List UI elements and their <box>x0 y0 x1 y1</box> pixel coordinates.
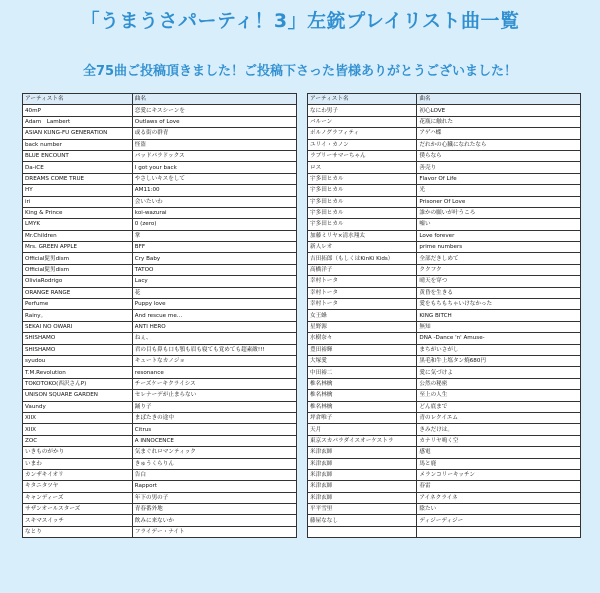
song-cell: koi-wazurai <box>132 207 296 218</box>
table-row <box>308 492 581 503</box>
artist-cell: 平平雪里 <box>308 504 417 515</box>
artist-cell: SHISHAMO <box>23 333 133 344</box>
song-cell: DNA -Dance 'n' Amuse- <box>417 333 581 344</box>
table-row <box>23 299 297 310</box>
song-cell: 黒毛和牛上塩タン焼680円 <box>417 355 581 366</box>
table-row <box>23 150 297 161</box>
song-cell: 掌 <box>132 230 296 241</box>
table-row <box>23 230 297 241</box>
table-row <box>308 150 581 161</box>
song-cell: And rescue me… <box>132 310 296 321</box>
song-cell: 青のレクイエム <box>417 412 581 423</box>
artist-cell: 加藤ミリヤ×清水翔太 <box>308 230 417 241</box>
song-cell: Rapport <box>132 481 296 492</box>
artist-cell: ラブリーサマーちゃん <box>308 150 417 161</box>
artist-cell: 豊田裕輝 <box>308 344 417 355</box>
playlist-table-left <box>22 93 297 538</box>
song-cell: ANTI HERO <box>132 321 296 332</box>
table-row <box>23 196 297 207</box>
artist-cell: 星野源 <box>308 321 417 332</box>
song-cell: 至上の人生 <box>417 390 581 401</box>
table-row <box>23 253 297 264</box>
artist-cell: 坪倉唯子 <box>308 412 417 423</box>
artist-cell: Adam Lambert <box>23 116 133 127</box>
artist-cell: なにわ男子 <box>308 105 417 116</box>
song-cell: 愛に気づけよ <box>417 367 581 378</box>
song-cell: まちがいさがし <box>417 344 581 355</box>
artist-cell: いきものがかり <box>23 447 133 458</box>
song-cell: Outlaws of Love <box>132 116 296 127</box>
table-row <box>308 242 581 253</box>
table-row <box>23 435 297 446</box>
song-cell: 黄昏を生きる <box>417 287 581 298</box>
artist-cell: ORANGE RANGE <box>23 287 133 298</box>
artist-cell: 宇多田ヒカル <box>308 196 417 207</box>
artist-cell: iri <box>23 196 133 207</box>
table-row <box>23 481 297 492</box>
table-row <box>23 287 297 298</box>
song-cell: 春雷 <box>417 481 581 492</box>
song-cell: 全部だきしめて <box>417 253 581 264</box>
table-row <box>308 390 581 401</box>
artist-cell: 中田裕二 <box>308 367 417 378</box>
artist-cell: Official髭男dism <box>23 264 133 275</box>
artist-cell: ユリイ・カノン <box>308 139 417 150</box>
song-cell: TATOO <box>132 264 296 275</box>
song-cell: フライデー・ナイト <box>132 526 296 537</box>
song-cell: バッドパラドックス <box>132 150 296 161</box>
song-cell: 怪盗 <box>132 139 296 150</box>
table-row <box>308 321 581 332</box>
table-row <box>23 412 297 423</box>
song-cell: 陰たい <box>417 504 581 515</box>
song-cell: 光 <box>417 185 581 196</box>
song-cell: やさしいキスをして <box>132 173 296 184</box>
artist-cell: Vaundy <box>23 401 133 412</box>
table-row <box>308 344 581 355</box>
song-cell: 気まぐれロマンティック <box>132 447 296 458</box>
table-row <box>23 264 297 275</box>
header-artist: アーティスト名 <box>308 94 417 105</box>
artist-cell: syudou <box>23 355 133 366</box>
song-cell <box>417 526 581 537</box>
song-cell: 花 <box>132 287 296 298</box>
table-row <box>308 367 581 378</box>
song-cell: A INNOCENCE <box>132 435 296 446</box>
artist-cell: 40mP <box>23 105 133 116</box>
artist-cell: なとり <box>23 526 133 537</box>
song-cell: 告白 <box>132 469 296 480</box>
table-row <box>23 424 297 435</box>
table-row <box>308 253 581 264</box>
artist-cell: 吉田拓郎（もしくはKinKi Kids） <box>308 253 417 264</box>
song-cell: 公然の秘密 <box>417 378 581 389</box>
table-row <box>23 128 297 139</box>
table-row <box>23 447 297 458</box>
song-cell: 誰かの願いが叶うころ <box>417 207 581 218</box>
song-cell: Cry Baby <box>132 253 296 264</box>
artist-cell: BLUE ENCOUNT <box>23 150 133 161</box>
table-row <box>308 207 581 218</box>
artist-cell: XIIX <box>23 424 133 435</box>
header-song: 曲名 <box>132 94 296 105</box>
artist-cell: 幸村トータ <box>308 276 417 287</box>
song-cell: resonance <box>132 367 296 378</box>
artist-cell: 幸村トータ <box>308 299 417 310</box>
page-subtitle: 全75曲ご投稿頂きました！ご投稿下さった皆様ありがとうございました！ <box>82 64 518 79</box>
artist-cell: XIIX <box>23 412 133 423</box>
song-cell: 0 (zero) <box>132 219 296 230</box>
song-cell: アイネクライネ <box>417 492 581 503</box>
song-cell: 君の目も鼻も口も顎も眉も寝ても覚めても超素敵!!! <box>132 344 296 355</box>
artist-cell: 米津玄師 <box>308 447 417 458</box>
artist-cell: back number <box>23 139 133 150</box>
artist-cell: カンザキイオリ <box>23 469 133 480</box>
artist-cell: ポルノグラフィティ <box>308 128 417 139</box>
artist-cell: T.M.Revolution <box>23 367 133 378</box>
table-row <box>23 321 297 332</box>
table-row <box>308 173 581 184</box>
table-row <box>308 185 581 196</box>
table-row <box>308 287 581 298</box>
table-row <box>23 458 297 469</box>
song-cell: 馬と鹿 <box>417 458 581 469</box>
table-row <box>308 139 581 150</box>
header-artist: アーティスト名 <box>23 94 133 105</box>
artist-cell: HY <box>23 185 133 196</box>
artist-cell: 新人レオ <box>308 242 417 253</box>
table-row <box>308 299 581 310</box>
artist-cell: バルーン <box>308 116 417 127</box>
song-cell: 青春番外地 <box>132 504 296 515</box>
artist-cell: 水樹奈々 <box>308 333 417 344</box>
artist-cell: 女王蜂 <box>308 310 417 321</box>
song-cell: 或る街の群青 <box>132 128 296 139</box>
song-cell: ねぇ、 <box>132 333 296 344</box>
artist-cell: キャンディーズ <box>23 492 133 503</box>
song-cell: だれかの心臓になれたなら <box>417 139 581 150</box>
table-row <box>308 458 581 469</box>
table-row <box>308 116 581 127</box>
table-row <box>23 390 297 401</box>
song-cell: どん底まで <box>417 401 581 412</box>
artist-cell <box>308 526 417 537</box>
table-row <box>308 424 581 435</box>
table-row <box>308 264 581 275</box>
table-row <box>308 504 581 515</box>
song-cell: prime numbers <box>417 242 581 253</box>
song-cell: 年下の男の子 <box>132 492 296 503</box>
song-cell: Prisoner Of Love <box>417 196 581 207</box>
artist-cell: SHISHAMO <box>23 344 133 355</box>
table-row <box>308 196 581 207</box>
table-row <box>23 344 297 355</box>
table-row <box>308 481 581 492</box>
song-cell: BFF <box>132 242 296 253</box>
song-cell: 飲みに来ないか <box>132 515 296 526</box>
artist-cell: Official髭男dism <box>23 253 133 264</box>
table-row <box>23 173 297 184</box>
table-row <box>308 515 581 526</box>
artist-cell: 天月 <box>308 424 417 435</box>
table-body-left <box>23 105 297 538</box>
artist-cell: ロス <box>308 162 417 173</box>
table-row <box>308 219 581 230</box>
artist-cell: Perfume <box>23 299 133 310</box>
song-cell: 善売り <box>417 162 581 173</box>
playlist-table-right <box>307 93 581 538</box>
table-row <box>308 447 581 458</box>
song-cell: チーズケーキクライシス <box>132 378 296 389</box>
artist-cell: SEKAI NO OWARI <box>23 321 133 332</box>
table-row <box>23 207 297 218</box>
table-row <box>308 355 581 366</box>
table-row <box>23 367 297 378</box>
table-row <box>308 276 581 287</box>
table-row <box>308 378 581 389</box>
song-cell: きゅうくらりん <box>132 458 296 469</box>
song-cell: 花瓶に触れた <box>417 116 581 127</box>
song-cell: ククフク <box>417 264 581 275</box>
table-row <box>308 526 581 537</box>
song-cell: まばたきの途中 <box>132 412 296 423</box>
table-row <box>23 105 297 116</box>
table-header-row <box>23 94 297 105</box>
artist-cell: キタニタツヤ <box>23 481 133 492</box>
table-row <box>308 333 581 344</box>
artist-cell: Da-iCE <box>23 162 133 173</box>
song-cell: Puppy love <box>132 299 296 310</box>
table-row <box>23 219 297 230</box>
artist-cell: King & Prince <box>23 207 133 218</box>
table-row <box>308 469 581 480</box>
artist-cell: DREAMS COME TRUE <box>23 173 133 184</box>
table-row <box>308 435 581 446</box>
song-cell: セレナーデが止まらない <box>132 390 296 401</box>
table-row <box>23 469 297 480</box>
artist-cell: 米津玄師 <box>308 492 417 503</box>
artist-cell: 宇多田ヒカル <box>308 219 417 230</box>
song-cell: 感電 <box>417 447 581 458</box>
artist-cell: 宇多田ヒカル <box>308 173 417 184</box>
table-row <box>23 492 297 503</box>
table-body-right <box>308 105 581 538</box>
table-row <box>23 242 297 253</box>
artist-cell: Mrs. GREEN APPLE <box>23 242 133 253</box>
table-row <box>23 355 297 366</box>
artist-cell: サザンオールスターズ <box>23 504 133 515</box>
artist-cell: 米津玄師 <box>308 481 417 492</box>
artist-cell: 椎名林檎 <box>308 401 417 412</box>
table-row <box>308 310 581 321</box>
song-cell: きみだけは。 <box>417 424 581 435</box>
artist-cell: TOKOTOKO(西沢さんP) <box>23 378 133 389</box>
table-row <box>23 333 297 344</box>
table-row <box>23 515 297 526</box>
table-row <box>23 310 297 321</box>
song-cell: ディジーディジー <box>417 515 581 526</box>
song-cell: 初心LOVE <box>417 105 581 116</box>
artist-cell: ASIAN KUNG-FU GENERATION <box>23 128 133 139</box>
song-cell: 無知 <box>417 321 581 332</box>
song-cell: 愛をもちもちゃいけなかった <box>417 299 581 310</box>
artist-cell: LMYK <box>23 219 133 230</box>
artist-cell: 藤屋ななし <box>308 515 417 526</box>
song-cell: Lacy <box>132 276 296 287</box>
artist-cell: OliviaRodrigo <box>23 276 133 287</box>
table-header-row <box>308 94 581 105</box>
table-row <box>308 401 581 412</box>
song-cell: I got your back <box>132 162 296 173</box>
table-row <box>23 185 297 196</box>
artist-cell: 宇多田ヒカル <box>308 185 417 196</box>
song-cell: メランコリーキッチン <box>417 469 581 480</box>
artist-cell: 椎名林檎 <box>308 390 417 401</box>
artist-cell: 米津玄師 <box>308 469 417 480</box>
song-cell: 恋愛にキスシーンを <box>132 105 296 116</box>
table-row <box>23 526 297 537</box>
artist-cell: 大塚愛 <box>308 355 417 366</box>
artist-cell: Mr.Children <box>23 230 133 241</box>
artist-cell: UNISON SQUARE GARDEN <box>23 390 133 401</box>
table-row <box>23 162 297 173</box>
artist-cell: 幸村トータ <box>308 287 417 298</box>
song-cell: KING BITCH <box>417 310 581 321</box>
artist-cell: Rainy。 <box>23 310 133 321</box>
song-cell: 踊り子 <box>132 401 296 412</box>
table-row <box>308 412 581 423</box>
artist-cell: ZOC <box>23 435 133 446</box>
artist-cell: スキマスイッチ <box>23 515 133 526</box>
song-cell: Flavor Of Life <box>417 173 581 184</box>
table-row <box>308 230 581 241</box>
page-title: 「うまうさパーティ！3」左銃プレイリスト曲一覧 <box>80 10 520 32</box>
song-cell: カナリヤ鳴く空 <box>417 435 581 446</box>
song-cell: アゲハ蝶 <box>417 128 581 139</box>
table-row <box>308 162 581 173</box>
header-song: 曲名 <box>417 94 581 105</box>
table-row <box>308 105 581 116</box>
song-cell: Citrus <box>132 424 296 435</box>
artist-cell: 宇多田ヒカル <box>308 207 417 218</box>
table-row <box>23 116 297 127</box>
artist-cell: 東京スカパラダイスオーケストラ <box>308 435 417 446</box>
song-cell: Love forever <box>417 230 581 241</box>
song-cell: 僕らなら <box>417 150 581 161</box>
table-row <box>308 128 581 139</box>
song-cell: キュートなカノジョ <box>132 355 296 366</box>
table-row <box>23 139 297 150</box>
table-row <box>23 276 297 287</box>
artist-cell: 椎名林檎 <box>308 378 417 389</box>
song-cell: 会いたいわ <box>132 196 296 207</box>
artist-cell: いまわ <box>23 458 133 469</box>
table-row <box>23 401 297 412</box>
artist-cell: 高橋洋子 <box>308 264 417 275</box>
table-row <box>23 504 297 515</box>
table-row <box>23 378 297 389</box>
artist-cell: 米津玄師 <box>308 458 417 469</box>
song-cell: 嘘い <box>417 219 581 230</box>
song-cell: AM11:00 <box>132 185 296 196</box>
song-cell: 晴天を穿つ <box>417 276 581 287</box>
